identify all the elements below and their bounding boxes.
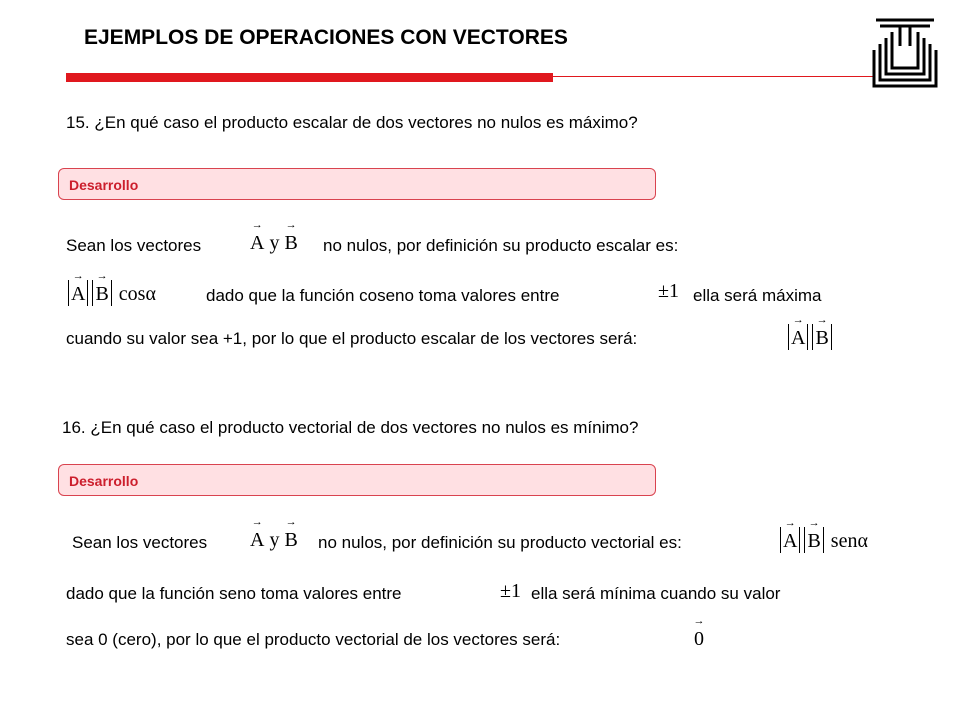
section-label: Desarrollo	[69, 177, 139, 193]
q15-line2-text-b: ella será máxima	[693, 286, 822, 305]
question-15: 15. ¿En qué caso el producto escalar de dos vectores no nulos es máximo?	[66, 113, 638, 132]
vector-b: → B	[815, 327, 828, 350]
institution-logo-icon	[870, 16, 940, 92]
vector-a: → A	[250, 529, 264, 552]
q15-line2-text: dado que la función coseno toma valores entre	[206, 286, 560, 305]
cos-alpha: cosα	[118, 283, 156, 305]
q16-zero-vector	[694, 628, 704, 651]
vector-b: → B	[284, 232, 297, 255]
zero-vector: → 0	[694, 628, 704, 651]
q15-result-formula	[786, 324, 834, 350]
question-16: 16. ¿En qué caso el producto vectorial de dos vectores no nulos es mínimo?	[62, 418, 639, 437]
q16-cross-product-formula	[778, 527, 868, 553]
title-underline-bar	[66, 73, 553, 82]
q15-line1-text-b: no nulos, por definición su producto escalar es:	[323, 236, 679, 255]
title-underline-line	[553, 76, 873, 77]
q16-line3-text: sea 0 (cero), por lo que el producto vectorial de los vectores será:	[66, 630, 561, 649]
page-title: EJEMPLOS DE OPERACIONES CON VECTORES	[84, 26, 568, 49]
q16-line2-text-a: dado que la función seno toma valores entre	[66, 584, 402, 603]
section-header-16	[58, 464, 656, 496]
vector-a: → A	[783, 530, 797, 553]
vector-b: → B	[95, 283, 108, 306]
q15-vectors-a-y-b	[250, 232, 298, 255]
q15-line1-text-a: Sean los vectores	[66, 236, 202, 255]
vector-a: → A	[791, 327, 805, 350]
q15-plus-minus-one: ±1	[658, 280, 679, 302]
conjunction-y: y	[269, 529, 280, 551]
q16-line2-text-b: ella será mínima cuando su valor	[531, 584, 781, 603]
vector-a: → A	[250, 232, 264, 255]
vector-a: → A	[71, 283, 85, 306]
q16-line1-text-a: Sean los vectores	[72, 533, 208, 552]
q16-line1-text-b: no nulos, por definición su producto vectorial es:	[318, 533, 682, 552]
q15-dot-product-formula	[66, 280, 156, 306]
sen-alpha: senα	[830, 530, 868, 552]
vector-b: → B	[284, 529, 297, 552]
conjunction-y: y	[269, 232, 280, 254]
section-header-15	[58, 168, 656, 200]
q15-line3-text: cuando su valor sea +1, por lo que el producto escalar de los vectores será:	[66, 329, 638, 348]
q16-plus-minus-one: ±1	[500, 580, 521, 602]
vector-b: → B	[807, 530, 820, 553]
q16-vectors-a-y-b	[250, 529, 298, 552]
section-label: Desarrollo	[69, 473, 139, 489]
